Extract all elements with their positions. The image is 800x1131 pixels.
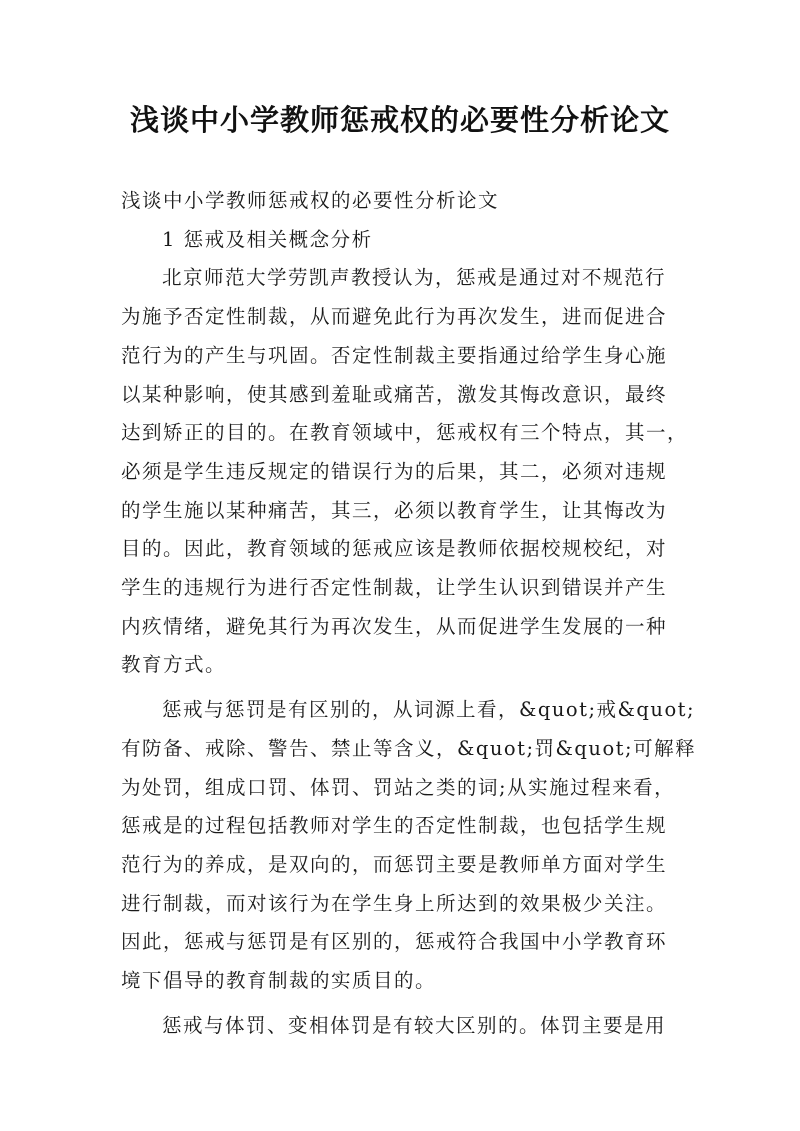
paragraph-line: 惩戒与体罚、变相体罚是有较大区别的。体罚主要是用 [162, 1013, 667, 1037]
paragraph-line: 有防备、戒除、警告、禁止等含义，&quot;罚&quot;可解释 [121, 736, 697, 760]
paragraph-line: 达到矫正的目的。在教育领域中，惩戒权有三个特点，其一， [121, 421, 689, 445]
paragraph-line: 以某种影响，使其感到羞耻或痛苦，激发其悔改意识，最终 [121, 382, 668, 406]
paragraph-line: 学生的违规行为进行否定性制裁，让学生认识到错误并产生 [121, 576, 668, 600]
document-title: 浅谈中小学教师惩戒权的必要性分析论文 [129, 103, 670, 137]
paragraph-line: 境下倡导的教育制裁的实质目的。 [121, 969, 437, 993]
paragraph-line: 惩戒与惩罚是有区别的，从词源上看，&quot;戒&quot; [162, 698, 696, 722]
paragraph-line: 内疚情绪，避免其行为再次发生，从而促进学生发展的一种 [121, 614, 668, 638]
section-heading: 1 惩戒及相关概念分析 [162, 227, 373, 251]
paragraph-line: 因此，惩戒与惩罚是有区别的，惩戒符合我国中小学教育环 [121, 930, 668, 954]
paragraph-line: 的学生施以某种痛苦，其三，必须以教育学生，让其悔改为 [121, 498, 668, 522]
paragraph-line: 范行为的产生与巩固。否定性制裁主要指通过给学生身心施 [121, 343, 668, 367]
paragraph-line: 目的。因此，教育领域的惩戒应该是教师依据校规校纪，对 [121, 537, 668, 561]
paragraph-line: 教育方式。 [121, 653, 227, 677]
paragraph-line: 为处罚，组成口罚、体罚、罚站之类的词;从实施过程来看， [121, 775, 676, 799]
paragraph-line: 为施予否定性制裁，从而避免此行为再次发生，进而促进合 [121, 305, 668, 329]
paragraph-2 [121, 691, 697, 1001]
paragraph-line: 必须是学生违反规定的错误行为的后果，其二，必须对违规 [121, 459, 668, 483]
paragraph-1 [121, 259, 687, 685]
paragraph-line: 进行制裁，而对该行为在学生身上所达到的效果极少关注。 [121, 891, 668, 915]
paragraph-3 [121, 1007, 687, 1046]
paragraph-line: 北京师范大学劳凯声教授认为，惩戒是通过对不规范行 [162, 266, 667, 290]
subtitle-line: 浅谈中小学教师惩戒权的必要性分析论文 [121, 189, 500, 212]
paragraph-line: 惩戒是的过程包括教师对学生的否定性制裁，也包括学生规 [121, 814, 668, 838]
paragraph-line: 范行为的养成，是双向的，而惩罚主要是教师单方面对学生 [121, 852, 668, 876]
document-body [121, 182, 697, 1045]
